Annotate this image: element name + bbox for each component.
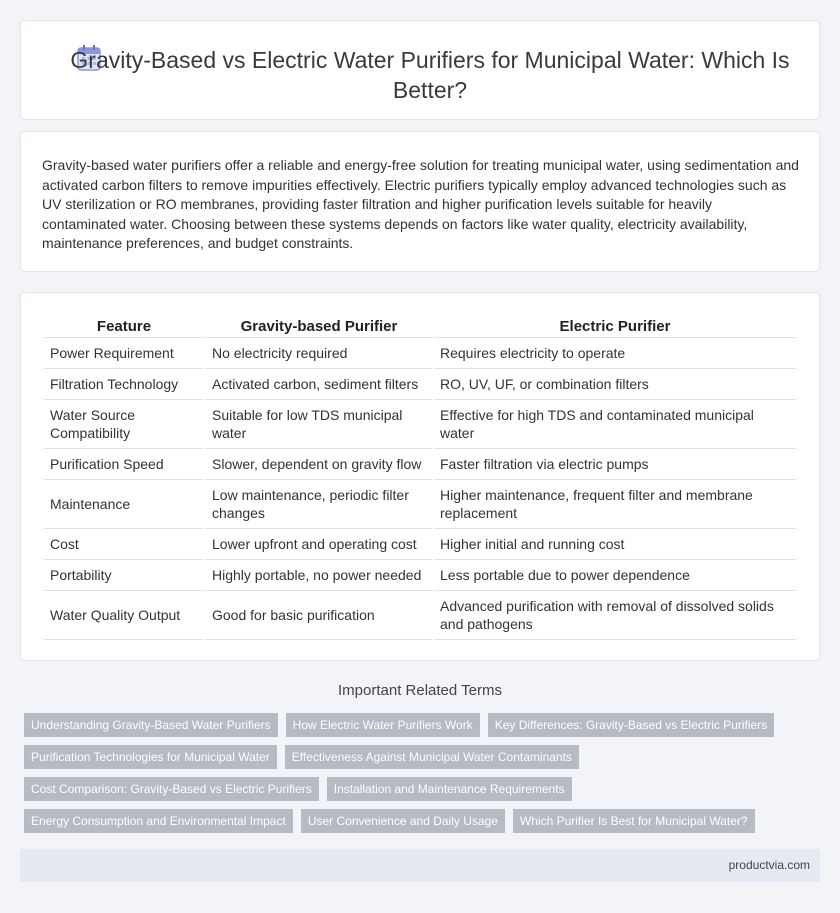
feature-cell: Power Requirement [44, 338, 204, 369]
gravity-cell: Activated carbon, sediment filters [206, 369, 432, 400]
site-link[interactable]: productvia.com [728, 858, 810, 872]
related-term-link[interactable]: Key Differences: Gravity-Based vs Electric Purifiers [488, 713, 775, 737]
gravity-cell: Highly portable, no power needed [206, 560, 432, 591]
gravity-cell: Suitable for low TDS municipal water [206, 400, 432, 449]
related-terms-heading: Important Related Terms [338, 682, 502, 699]
feature-cell: Cost [44, 529, 204, 560]
related-term-link[interactable]: Effectiveness Against Municipal Water Contaminants [285, 745, 579, 769]
related-term-link[interactable]: Purification Technologies for Municipal Water [24, 745, 277, 769]
electric-cell: RO, UV, UF, or combination filters [434, 369, 796, 400]
electric-cell: Higher initial and running cost [434, 529, 796, 560]
electric-cell: Advanced purification with removal of dissolved solids and pathogens [434, 591, 796, 640]
header-card [20, 20, 820, 120]
gravity-cell: Lower upfront and operating cost [206, 529, 432, 560]
column-header-electric: Electric Purifier [434, 316, 796, 338]
related-term-link[interactable]: User Convenience and Daily Usage [301, 809, 505, 833]
feature-cell: Maintenance [44, 480, 204, 529]
table-row [44, 369, 796, 400]
feature-cell: Purification Speed [44, 449, 204, 480]
table-row [44, 338, 796, 369]
page-title: Gravity-Based vs Electric Water Purifiers for Municipal Water: Which Is Better? [70, 47, 790, 103]
feature-cell: Water Source Compatibility [44, 400, 204, 449]
gravity-cell: No electricity required [206, 338, 432, 369]
comparison-card [20, 292, 820, 661]
electric-cell: Less portable due to power dependence [434, 560, 796, 591]
column-header-gravity: Gravity-based Purifier [206, 316, 432, 338]
related-term-link[interactable]: Cost Comparison: Gravity-Based vs Electric Purifiers [24, 777, 319, 801]
feature-cell: Water Quality Output [44, 591, 204, 640]
gravity-cell: Good for basic purification [206, 591, 432, 640]
feature-cell: Portability [44, 560, 204, 591]
table-row [44, 560, 796, 591]
electric-cell: Requires electricity to operate [434, 338, 796, 369]
intro-card [20, 131, 820, 272]
table-row [44, 591, 796, 640]
intro-paragraph: Gravity-based water purifiers offer a reliable and energy-free solution for treating municipal water, using sedimentation and activated carbon filters to remove impurities effectively. Electric purifiers typically employ advanced technologies such as UV sterilization or RO membranes, providing faster filtration and higher purification levels suitable for heavily contaminated water. Choosing between these systems depends on factors like water quality, electricity availability, maintenance preferences, and budget constraints. [42, 157, 799, 252]
related-term-link[interactable]: Understanding Gravity-Based Water Purifiers [24, 713, 278, 737]
related-term-link[interactable]: How Electric Water Purifiers Work [286, 713, 480, 737]
table-row [44, 529, 796, 560]
comparison-table [42, 316, 798, 640]
table-row [44, 480, 796, 529]
footer-bar [20, 849, 820, 882]
related-term-link[interactable]: Energy Consumption and Environmental Impact [24, 809, 293, 833]
related-terms-list [24, 713, 824, 841]
gravity-cell: Slower, dependent on gravity flow [206, 449, 432, 480]
electric-cell: Effective for high TDS and contaminated municipal water [434, 400, 796, 449]
table-row [44, 449, 796, 480]
feature-cell: Filtration Technology [44, 369, 204, 400]
table-row [44, 400, 796, 449]
electric-cell: Faster filtration via electric pumps [434, 449, 796, 480]
related-term-link[interactable]: Installation and Maintenance Requirements [327, 777, 572, 801]
related-term-link[interactable]: Which Purifier Is Best for Municipal Water? [513, 809, 755, 833]
gravity-cell: Low maintenance, periodic filter changes [206, 480, 432, 529]
table-header-row [44, 316, 796, 338]
column-header-feature: Feature [44, 316, 204, 338]
electric-cell: Higher maintenance, frequent filter and membrane replacement [434, 480, 796, 529]
